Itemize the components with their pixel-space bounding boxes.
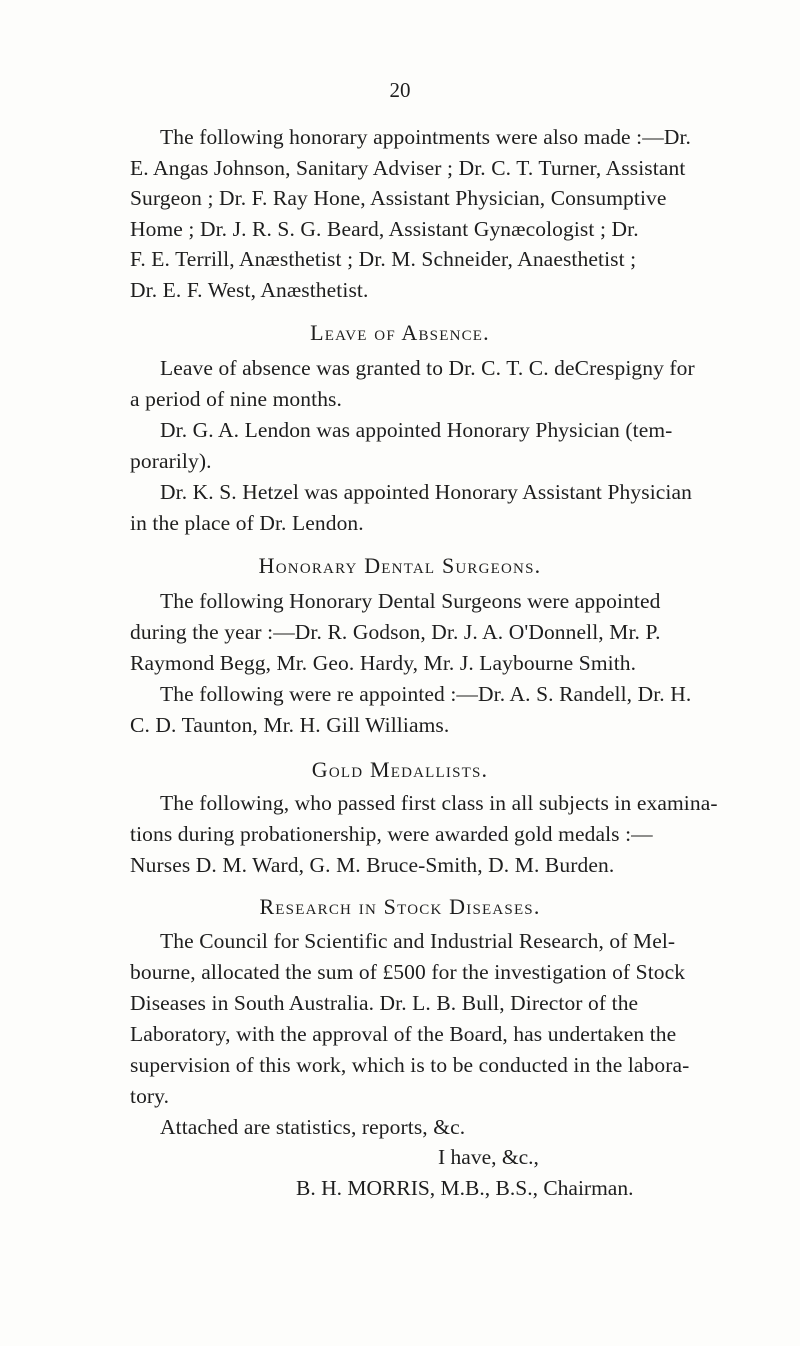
leave-line: a period of nine months.	[130, 387, 342, 411]
dental-line: Raymond Begg, Mr. Geo. Hardy, Mr. J. Laybourne Smith.	[130, 651, 637, 675]
dental-line: The following were re appointed :—Dr. A. S. Randell, Dr. H.	[160, 682, 692, 706]
signature: B. H. MORRIS, M.B., B.S., Chairman.	[296, 1176, 634, 1200]
stock-line: tory.	[130, 1084, 170, 1108]
salutation: I have, &c.,	[438, 1145, 539, 1169]
page-number: 20	[389, 78, 411, 102]
stock-line: bourne, allocated the sum of £500 for the investigation of Stock	[130, 960, 686, 984]
leave-line: porarily).	[130, 449, 212, 473]
appointments-line: E. Angas Johnson, Sanitary Adviser ; Dr. C. T. Turner, Assistant	[130, 156, 686, 180]
appointments-line: Home ; Dr. J. R. S. G. Beard, Assistant Gynæcologist ; Dr.	[130, 217, 639, 241]
medallists-line: Nurses D. M. Ward, G. M. Bruce-Smith, D. M. Burden.	[130, 853, 615, 877]
leave-line: Dr. K. S. Hetzel was appointed Honorary Assistant Physician	[160, 480, 692, 504]
dental-line: The following Honorary Dental Surgeons were appointed	[160, 589, 661, 613]
section-heading-leave-of-absence: Leave of Absence.	[310, 320, 490, 345]
stock-line: Diseases in South Australia. Dr. L. B. Bull, Director of the	[130, 991, 639, 1015]
appointments-line: Surgeon ; Dr. F. Ray Hone, Assistant Physician, Consumptive	[130, 186, 667, 210]
appointments-line: The following honorary appointments were also made :—Dr.	[160, 125, 692, 149]
leave-line: in the place of Dr. Lendon.	[130, 511, 364, 535]
stock-line: supervision of this work, which is to be conducted in the labora-	[130, 1053, 690, 1077]
medallists-line: tions during probationership, were awarded gold medals :—	[130, 822, 653, 846]
appointments-line: F. E. Terrill, Anæsthetist ; Dr. M. Schneider, Anaesthetist ;	[130, 247, 637, 271]
medallists-line: The following, who passed first class in all subjects in examina-	[160, 791, 718, 815]
stock-line: Attached are statistics, reports, &c.	[160, 1115, 466, 1139]
appointments-line: Dr. E. F. West, Anæsthetist.	[130, 278, 369, 302]
section-heading-stock-diseases: Research in Stock Diseases.	[259, 894, 541, 919]
leave-line: Leave of absence was granted to Dr. C. T. C. deCrespigny for	[160, 356, 695, 380]
dental-line: C. D. Taunton, Mr. H. Gill Williams.	[130, 713, 450, 737]
dental-line: during the year :—Dr. R. Godson, Dr. J. A. O'Donnell, Mr. P.	[130, 620, 661, 644]
stock-line: Laboratory, with the approval of the Board, has undertaken the	[130, 1022, 677, 1046]
stock-line: The Council for Scientific and Industrial Research, of Mel-	[160, 929, 676, 953]
section-heading-gold-medallists: Gold Medallists.	[311, 757, 489, 782]
leave-line: Dr. G. A. Lendon was appointed Honorary Physician (tem-	[160, 418, 673, 442]
section-heading-dental-surgeons: Honorary Dental Surgeons.	[258, 553, 542, 578]
